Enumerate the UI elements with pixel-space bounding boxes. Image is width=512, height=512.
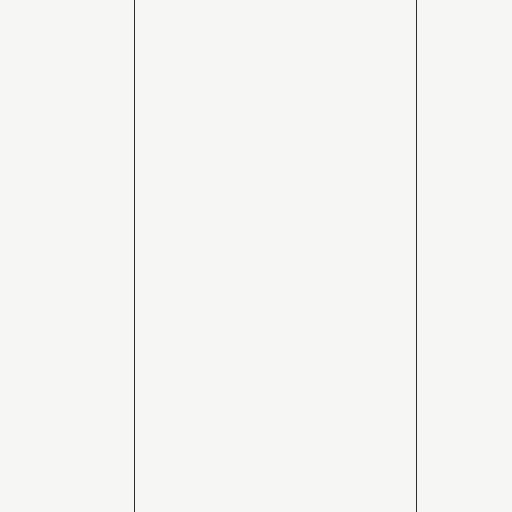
column-rule xyxy=(416,0,417,512)
column-rule xyxy=(134,0,135,512)
